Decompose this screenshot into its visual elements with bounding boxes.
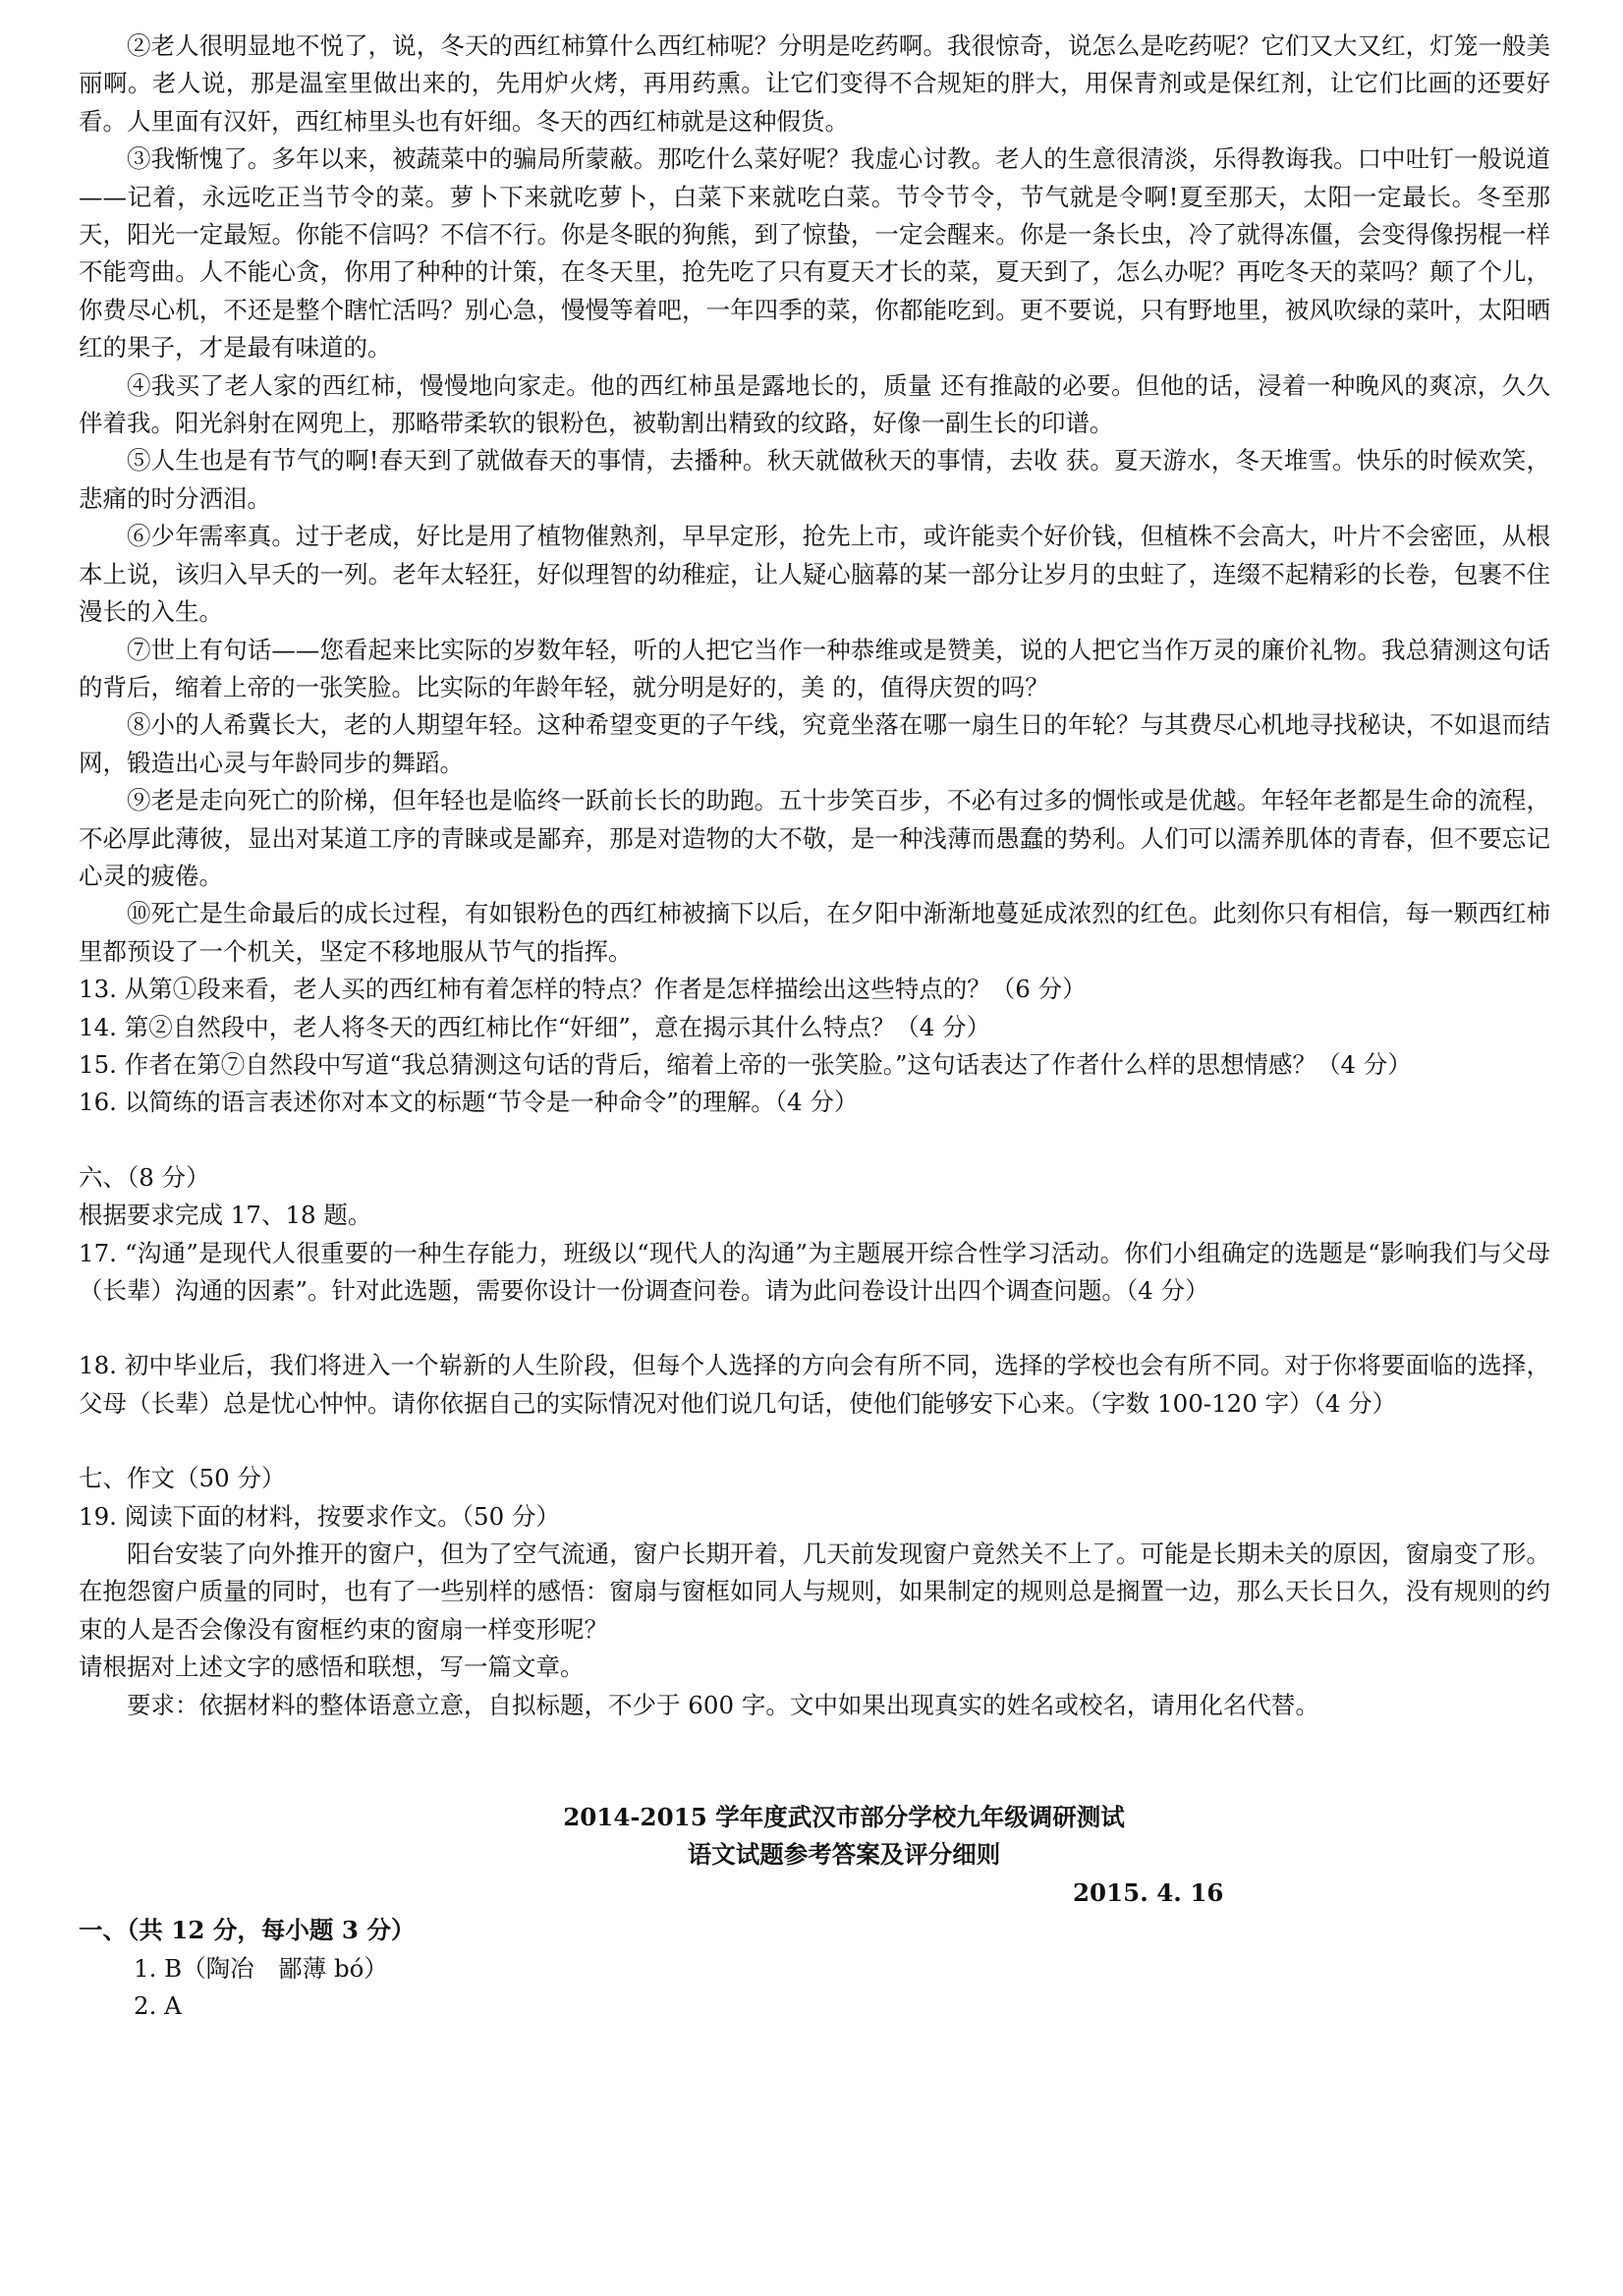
answer-2: 2. A [134,1991,182,2021]
question-14: 14. 第②自然段中，老人将冬天的西红柿比作“奸细”，意在揭示其什么特点？（4 分） [79,1012,991,1041]
reading-paragraph-6: ⑥少年需率真。过于老成，好比是用了植物催熟剂，早早定形，抢先上市，或许能卖个好价钱，但植株不会高大，叶片不会密匝，从根本上说，该归入早夭的一列。老年太轻狂，好似理智的幼稚症，让人疑心脑幕的某一部分让岁月的虫蛀了，连缀不起精彩的长卷，包裹不住漫长的入生。 [79,522,1550,627]
question-18: 18. 初中毕业后，我们将进入一个崭新的人生阶段，但每个人选择的方向会有所不同，选择的学校也会有所不同。对于你将要面临的选择，父母（长辈）总是忧心忡忡。请你依据自己的实际情况对他们说几句话，使他们能够安下心来。（字数 100-120 字）（4 分） [79,1351,1550,1418]
spacer [79,1762,1550,1799]
reading-paragraph-2: ②老人很明显地不悦了，说，冬天的西红柿算什么西红柿呢？分明是吃药啊。我很惊奇，说怎么是吃药呢？它们又大又红，灯笼一般美丽啊。老人说，那是温室里做出来的，先用炉火烤，再用药熏。让它们变得不合规矩的胖大，用保青剂或是保红剂，让它们比画的还要好看。人里面有汉奸，西红柿里头也有奸细。冬天的西红柿就是这种假货。 [79,31,1550,136]
spacer [79,1724,1550,1762]
essay-requirement: 要求：依据材料的整体语意立意，自拟标题，不少于 600 字。文中如果出现真实的姓名或校名，请用化名代替。 [127,1690,1319,1719]
question-13: 13. 从第①段来看，老人买的西红柿有着怎样的特点？作者是怎样描绘出这些特点的？（6 分） [79,975,1087,1004]
answer-key-date: 2015. 4. 16 [1073,1877,1224,1907]
essay-material: 阳台安装了向外推开的窗户，但为了空气流通，窗户长期开着，几天前发现窗户竟然关不上了。可能是长期未关的原因，窗扇变了形。在抱怨窗户质量的同时，也有了一些别样的感悟：窗扇与窗框如同人与规则，如果制定的规则总是搁置一边，那么天长日久，没有规则的约束的人是否会像没有窗框约束的窗扇一样变形呢？ [79,1540,1550,1644]
spacer [79,1122,1550,1159]
answer-key-title: 2014-2015 学年度武汉市部分学校九年级调研测试 [563,1803,1125,1832]
question-17: 17. “沟通”是现代人很重要的一种生存能力，班级以“现代人的沟通”为主题展开综合性学习活动。你们小组确定的选题是“影响我们与父母（长辈）沟通的因素”。针对此选题，需要你设计一份调查问卷。请为此问卷设计出四个调查问题。（4 分） [79,1238,1550,1305]
section-6-heading: 六、（8 分） [79,1162,210,1192]
reading-paragraph-4: ④我买了老人家的西红柿，慢慢地向家走。他的西红柿虽是露地长的，质量 还有推敲的必要。但他的话，浸着一种晚风的爽凉，久久伴着我。阳光斜射在网兜上，那略带柔软的银粉色，被勒割出精致的纹路，好像一副生长的印谱。 [79,370,1550,438]
question-16: 16. 以简练的语言表述你对本文的标题“节令是一种命令”的理解。（4 分） [79,1088,859,1117]
spacer [79,1423,1550,1460]
reading-paragraph-10: ⑩死亡是生命最后的成长过程，有如银粉色的西红柿被摘下以后，在夕阳中渐渐地蔓延成浓烈的红色。此刻你只有相信，每一颗西红柿里都预设了一个机关，坚定不移地服从节气的指挥。 [79,899,1550,966]
reading-paragraph-9: ⑨老是走向死亡的阶梯，但年轻也是临终一跃前长长的助跑。五十步笑百步，不必有过多的惆怅或是优越。年轻年老都是生命的流程，不必厚此薄彼，显出对某道工序的青睐或是鄙弃，那是对造物的大不敬，是一种浅薄而愚蠢的势利。人们可以濡养肌体的青春，但不要忘记心灵的疲倦。 [79,786,1550,890]
spacer [79,1310,1550,1347]
answer-1: 1. B（陶冶 鄙薄 bó） [134,1953,388,1983]
reading-paragraph-3: ③我惭愧了。多年以来，被蔬菜中的骗局所蒙蔽。那吃什么菜好呢？我虚心讨教。老人的生意很清淡，乐得教诲我。口中吐钉一般说道——记着，永远吃正当节令的菜。萝卜下来就吃萝卜，白菜下来就吃白菜。节令节令，节气就是令啊!夏至那天，太阳一定最长。冬至那天，阳光一定最短。你能不信吗？不信不行。你是冬眠的狗熊，到了惊蛰，一定会醒来。你是一条长虫，冷了就得冻僵，会变得像拐棍一样不能弯曲。人不能心贪，你用了种种的计策，在冬天里，抢先吃了只有夏天才长的菜，夏天到了，怎么办呢？再吃冬天的菜吗？颠了个儿，你费尽心机，不还是整个瞎忙活吗？别心急，慢慢等着吧，一年四季的菜，你都能吃到。更不要说，只有野地里，被风吹绿的菜叶，太阳晒红的果子，才是最有味道的。 [79,144,1550,363]
answer-section-1-heading: 一、（共 12 分，每小题 3 分） [79,1916,416,1945]
reading-paragraph-7: ⑦世上有句话——您看起来比实际的岁数年轻，听的人把它当作一种恭维或是赞美，说的人把它当作万灵的廉价礼物。我总猜测这句话的背后，缩着上帝的一张笑脸。比实际的年龄年轻，就分明是好的，美 的，值得庆贺的吗？ [79,635,1550,701]
question-19: 19. 阅读下面的材料，按要求作文。（50 分） [79,1501,560,1531]
essay-instruction: 请根据对上述文字的感悟和联想，写一篇文章。 [79,1652,585,1682]
section-7-heading: 七、作文（50 分） [79,1464,286,1493]
question-15: 15. 作者在第⑦自然段中写道“我总猜测这句话的背后，缩着上帝的一张笑脸。”这句话表达了作者什么样的思想情感？（4 分） [79,1049,1412,1079]
reading-paragraph-5: ⑤人生也是有节气的啊!春天到了就做春天的事情，去播种。秋天就做秋天的事情，去收 获。夏天游水，冬天堆雪。快乐的时候欢笑，悲痛的时分洒泪。 [79,446,1550,513]
answer-key-subtitle: 语文试题参考答案及评分细则 [687,1840,1001,1870]
section-6-intro: 根据要求完成 17、18 题。 [79,1201,372,1230]
reading-paragraph-8: ⑧小的人希冀长大，老的人期望年轻。这种希望变更的子午线，究竟坐落在哪一扇生日的年轮？与其费尽心机地寻找秘诀，不如退而结网，锻造出心灵与年龄同步的舞蹈。 [79,710,1550,777]
